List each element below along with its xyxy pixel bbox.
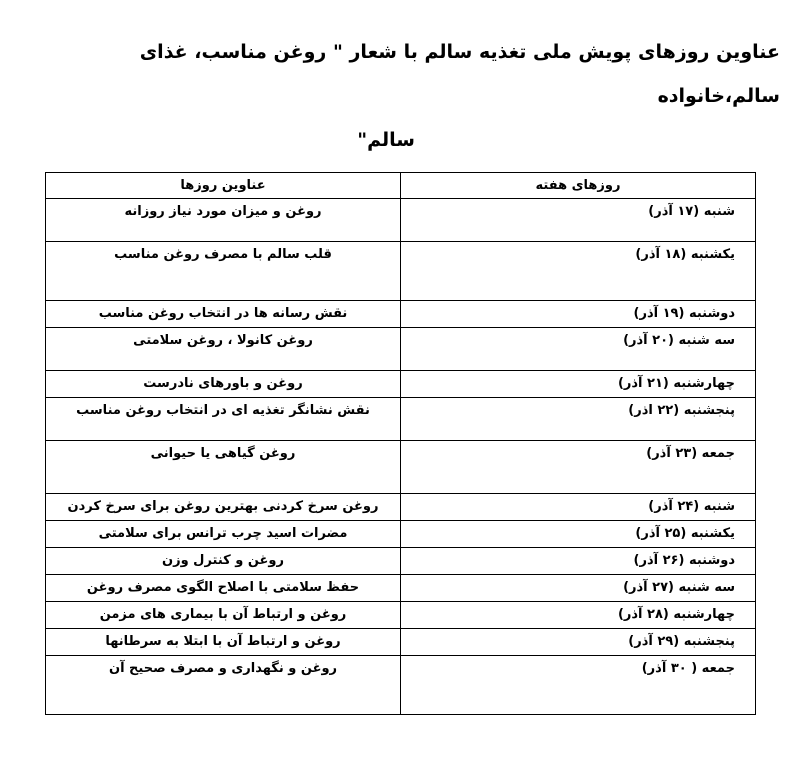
table-row	[46, 656, 756, 715]
theme-cell: نقش نشانگر تغذیه ای در انتخاب روغن مناسب	[46, 398, 401, 441]
day-cell: شنبه (۱۷ آذر)	[401, 199, 756, 242]
day-cell: پنجشنبه (۲۲ اذر)	[401, 398, 756, 441]
day-cell: سه شنبه (۲۰ آذر)	[401, 328, 756, 371]
table-row	[46, 398, 756, 441]
day-cell: سه شنبه (۲۷ آذر)	[401, 575, 756, 602]
day-cell: دوشنبه (۲۶ آذر)	[401, 548, 756, 575]
theme-cell: روغن سرخ کردنی بهترین روغن برای سرخ کردن	[46, 494, 401, 521]
table-row	[46, 301, 756, 328]
day-cell: پنجشنبه (۲۹ آذر)	[401, 629, 756, 656]
schedule-table	[45, 172, 756, 715]
table-row	[46, 242, 756, 301]
theme-cell: روغن و نگهداری و مصرف صحیح آن	[46, 656, 401, 715]
day-cell: شنبه (۲۴ آذر)	[401, 494, 756, 521]
table-row	[46, 602, 756, 629]
table-row	[46, 371, 756, 398]
day-cell: چهارشنبه (۲۸ آذر)	[401, 602, 756, 629]
table-row	[46, 441, 756, 494]
day-cell: چهارشنبه (۲۱ آذر)	[401, 371, 756, 398]
column-header-days: روزهای هفته	[401, 173, 756, 199]
day-cell: دوشنبه (۱۹ آذر)	[401, 301, 756, 328]
theme-cell: حفظ سلامتی با اصلاح الگوی مصرف روغن	[46, 575, 401, 602]
table-row	[46, 629, 756, 656]
theme-cell: روغن کانولا ، روغن سلامتی	[46, 328, 401, 371]
table-row	[46, 575, 756, 602]
theme-cell: مضرات اسید چرب ترانس برای سلامتی	[46, 521, 401, 548]
table-header-row	[46, 173, 756, 199]
table-row	[46, 548, 756, 575]
day-cell: یکشنبه (۱۸ آذر)	[401, 242, 756, 301]
theme-cell: روغن و ارتباط آن با بیماری های مزمن	[46, 602, 401, 629]
table-row	[46, 494, 756, 521]
theme-cell: روغن و کنترل وزن	[46, 548, 401, 575]
theme-cell: روغن و میزان مورد نیاز روزانه	[46, 199, 401, 242]
theme-cell: روغن و ارتباط آن با ابتلا به سرطانها	[46, 629, 401, 656]
page-title	[40, 30, 780, 162]
page-title-line-1: عناوین روزهای پویش ملی تغذیه سالم با شعار " روغن مناسب، غذای سالم،خانواده	[139, 41, 780, 107]
column-header-themes: عناوین روزها	[46, 173, 401, 199]
day-cell: جمعه ( ۳۰ آذر)	[401, 656, 756, 715]
table-row	[46, 199, 756, 242]
page-title-line-2: سالم"	[357, 129, 415, 151]
day-cell: جمعه (۲۳ آذر)	[401, 441, 756, 494]
theme-cell: قلب سالم با مصرف روغن مناسب	[46, 242, 401, 301]
theme-cell: نقش رسانه ها در انتخاب روغن مناسب	[46, 301, 401, 328]
theme-cell: روغن و باورهای نادرست	[46, 371, 401, 398]
table-row	[46, 521, 756, 548]
day-cell: یکشنبه (۲۵ آذر)	[401, 521, 756, 548]
table-row	[46, 328, 756, 371]
theme-cell: روغن گیاهی یا حیوانی	[46, 441, 401, 494]
